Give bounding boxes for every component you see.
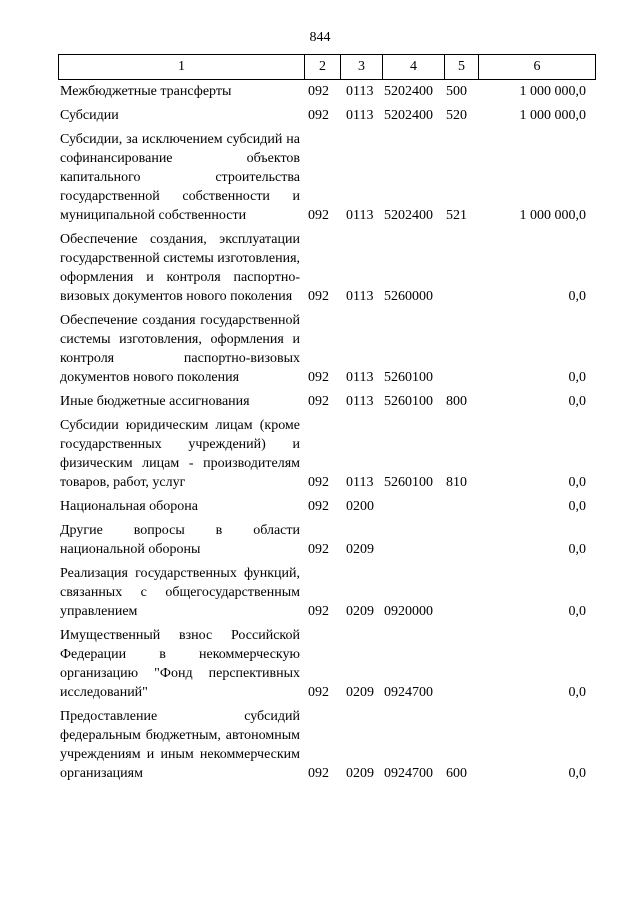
row-code-2: 092 (308, 542, 329, 557)
table-row (60, 707, 586, 783)
row-code-5: 520 (446, 108, 467, 123)
row-name: Межбюджетные трансферты (60, 84, 232, 99)
row-name: Обеспечение создания государственной системы изготовления, оформления и контроля паспортно-визовых документов нового поколения (60, 313, 300, 385)
row-code-2: 092 (308, 370, 329, 385)
row-amount: 0,0 (568, 685, 586, 700)
row-amount: 0,0 (568, 289, 586, 304)
row-amount: 0,0 (568, 542, 586, 557)
row-code-2: 092 (308, 394, 329, 409)
row-code-2: 092 (308, 84, 329, 99)
table-row (60, 521, 586, 559)
table-row (60, 106, 586, 125)
row-code-4: 5260100 (384, 370, 433, 385)
table-header (58, 54, 596, 80)
table-row (60, 230, 586, 306)
row-code-2: 092 (308, 108, 329, 123)
header-col-6: 6 (533, 59, 541, 74)
table-row (60, 416, 586, 492)
row-amount: 1 000 000,0 (519, 108, 586, 123)
row-name: Иные бюджетные ассигнования (60, 394, 250, 409)
row-code-4: 0924700 (384, 685, 433, 700)
row-code-4: 0924700 (384, 766, 433, 781)
row-name: Субсидии (60, 108, 119, 123)
header-col-3: 3 (341, 55, 383, 79)
row-name: Субсидии, за исключением субсидий на софинансирование объектов капитального строительства государственной собственности и муниципальной собственности (60, 132, 300, 223)
row-code-3: 0113 (346, 475, 374, 490)
row-code-3: 0209 (346, 766, 374, 781)
table-row (60, 311, 586, 387)
row-amount: 1 000 000,0 (519, 208, 586, 223)
row-code-5: 500 (446, 84, 467, 99)
row-code-4: 5260100 (384, 475, 433, 490)
row-code-2: 092 (308, 604, 329, 619)
row-name: Предоставление субсидий федеральным бюджетным, автономным учреждениям и иным некоммерческим организациям (60, 709, 300, 781)
table-row (60, 130, 586, 225)
row-code-2: 092 (308, 766, 329, 781)
row-code-3: 0209 (346, 542, 374, 557)
header-col-4: 4 (383, 55, 445, 79)
header-col-1: 1 (59, 55, 305, 79)
row-code-4: 5202400 (384, 84, 433, 99)
row-amount: 1 000 000,0 (519, 84, 586, 99)
row-code-3: 0113 (346, 84, 374, 99)
row-code-3: 0113 (346, 394, 374, 409)
row-code-2: 092 (308, 289, 329, 304)
row-code-3: 0113 (346, 208, 374, 223)
row-amount: 0,0 (568, 766, 586, 781)
row-code-3: 0200 (346, 499, 374, 514)
row-code-5: 521 (446, 208, 467, 223)
header-col-5: 5 (445, 55, 479, 79)
header-col-2: 2 (305, 55, 341, 79)
table-row (60, 497, 586, 516)
table-row (60, 392, 586, 411)
row-code-4: 5202400 (384, 108, 433, 123)
table-row (60, 564, 586, 621)
table-row (60, 82, 586, 101)
row-amount: 0,0 (568, 604, 586, 619)
row-amount: 0,0 (568, 370, 586, 385)
row-name: Субсидии юридическим лицам (кроме государственных учреждений) и физическим лицам - производителям товаров, работ, услуг (60, 418, 300, 490)
row-code-3: 0209 (346, 685, 374, 700)
row-name: Реализация государственных функций, связанных с общегосударственным управлением (60, 566, 300, 619)
row-code-3: 0209 (346, 604, 374, 619)
row-code-4: 5202400 (384, 208, 433, 223)
row-code-2: 092 (308, 499, 329, 514)
row-amount: 0,0 (568, 475, 586, 490)
row-code-5: 800 (446, 394, 467, 409)
table-body (60, 82, 586, 788)
row-code-3: 0113 (346, 289, 374, 304)
row-name: Другие вопросы в области национальной обороны (60, 523, 300, 557)
row-name: Обеспечение создания, эксплуатации государственной системы изготовления, оформления и контроля паспортно-визовых документов нового поколения (60, 232, 301, 304)
row-code-4: 5260100 (384, 394, 433, 409)
row-code-3: 0113 (346, 370, 374, 385)
row-name: Национальная оборона (60, 499, 198, 514)
row-code-5: 600 (446, 766, 467, 781)
row-code-2: 092 (308, 475, 329, 490)
table-row (60, 626, 586, 702)
page-number: 844 (309, 30, 331, 45)
row-code-2: 092 (308, 208, 329, 223)
row-code-4: 0920000 (384, 604, 433, 619)
row-code-3: 0113 (346, 108, 374, 123)
row-code-5: 810 (446, 475, 467, 490)
row-name: Имущественный взнос Российской Федерации в некоммерческую организацию "Фонд перспективных исследований" (60, 628, 300, 700)
row-code-2: 092 (308, 685, 329, 700)
row-code-4: 5260000 (384, 289, 433, 304)
row-amount: 0,0 (568, 394, 586, 409)
row-amount: 0,0 (568, 499, 586, 514)
